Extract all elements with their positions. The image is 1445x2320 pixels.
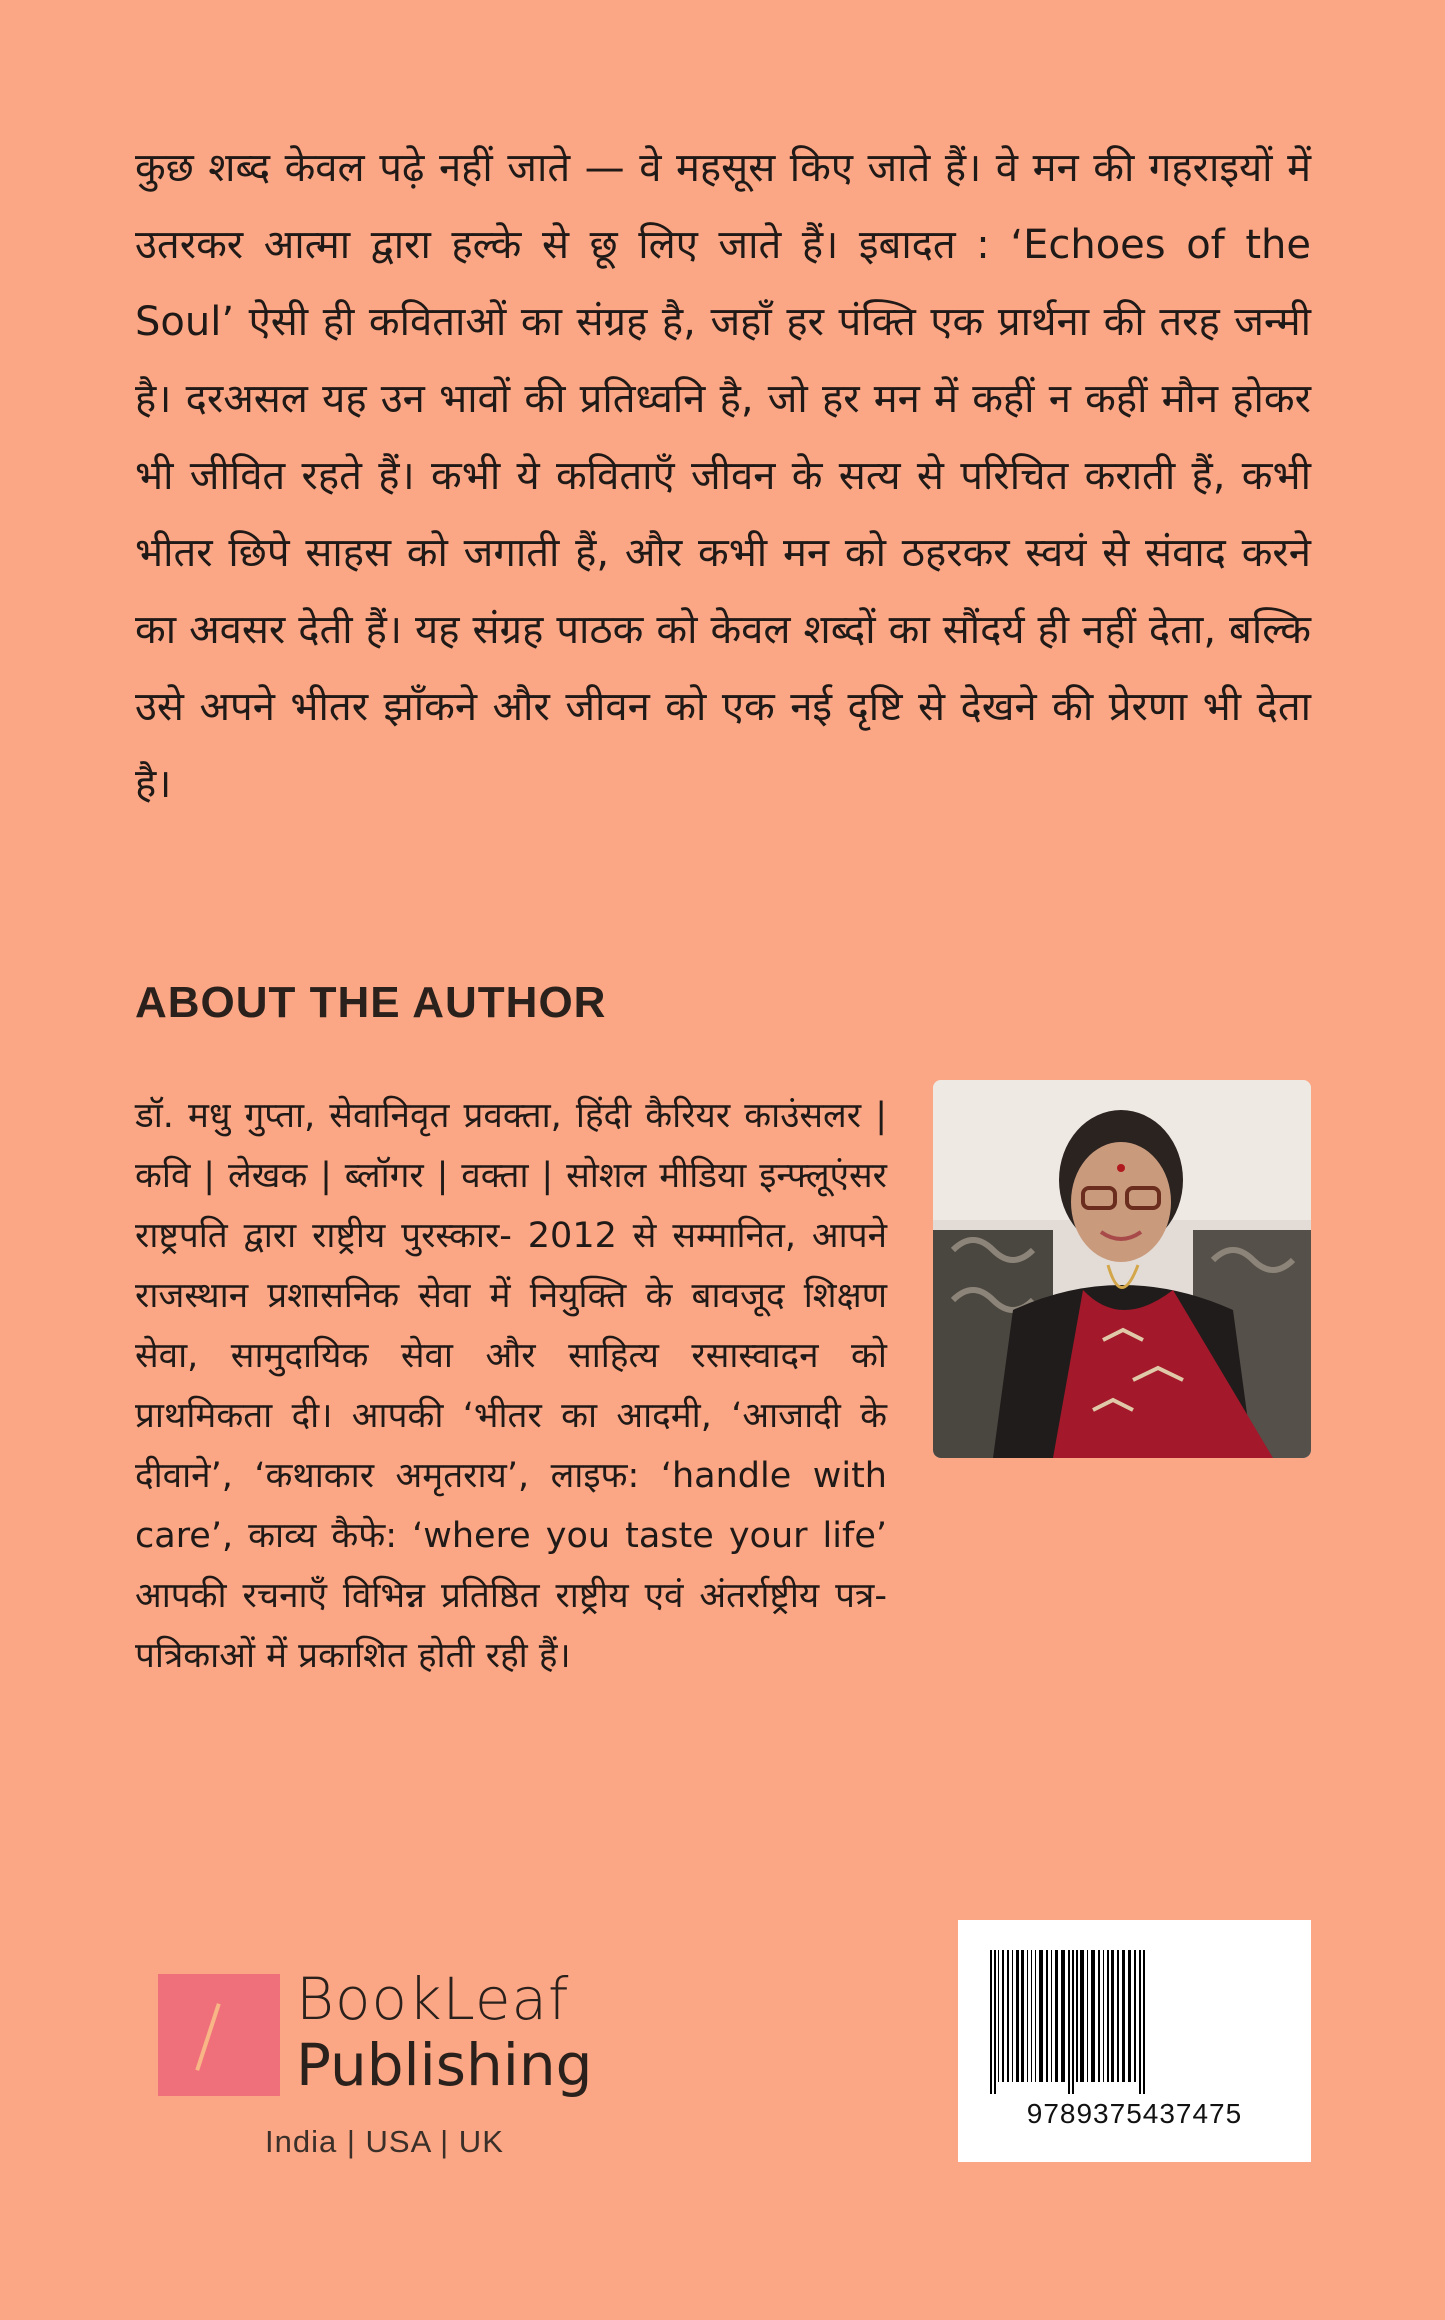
author-photo — [933, 1080, 1311, 1458]
back-cover-blurb: कुछ शब्द केवल पढ़े नहीं जाते — वे महसूस किए जाते हैं। वे मन की गहराइयों में उतरकर आत्मा द्वारा हल्के से छू लिए जाते हैं। इबादत : ‘Echoes of the Soul’ ऐसी ही कविताओं का संग्रह है, जहाँ हर पंक्ति एक प्रार्थना की तरह जन्मी है। दरअसल यह उन भावों की प्रतिध्वनि है, जो हर मन में कहीं न कहीं मौन होकर भी जीवित रहते हैं। कभी ये कविताएँ जीवन के सत्य से परिचित कराती हैं, कभी भीतर छिपे साहस को जगाती हैं, और कभी मन को ठहरकर स्वयं से संवाद करने का अवसर देती हैं। यह संग्रह पाठक को केवल शब्दों का सौंदर्य ही नहीं देता, बल्कि उसे अपने भीतर झाँकने और जीवन को एक नई दृष्टि से देखने की प्रेरणा भी देता है। — [135, 145, 1311, 807]
publisher-logo — [158, 1965, 608, 2100]
isbn-number: 9789375437475 — [1026, 2098, 1243, 2129]
logo-square-icon — [158, 1974, 280, 2096]
logo-slash-icon — [195, 2003, 220, 2071]
about-author-heading: ABOUT THE AUTHOR — [135, 978, 607, 1027]
barcode-bars-icon — [988, 1950, 1281, 2094]
isbn-barcode — [958, 1920, 1311, 2162]
publisher-name-line1: BookLeaf — [296, 1965, 570, 2033]
publisher-regions: India | USA | UK — [265, 2124, 504, 2159]
publisher-name-line2: Publishing — [296, 2031, 593, 2099]
author-bio: डॉ. मधु गुप्ता, सेवानिवृत प्रवक्ता, हिंदी कैरियर काउंसलर | कवि | लेखक | ब्लॉगर | वक्ता | सोशल मीडिया इन्फ्लूएंसर राष्ट्रपति द्वारा राष्ट्रीय पुरस्कार- 2012 से सम्मानित, आपने राजस्थान प्रशासनिक सेवा में नियुक्ति के बावजूद शिक्षण सेवा, सामुदायिक सेवा और साहित्य रसास्वादन को प्राथमिकता दी। आपकी ‘भीतर का आदमी, ‘आजादी के दीवाने’, ‘कथाकार अमृतराय’, लाइफ: ‘handle with care’, काव्य कैफे: ‘where you taste your life’ आपकी रचनाएँ विभिन्न प्रतिष्ठित राष्ट्रीय एवं अंतर्राष्ट्रीय पत्र- पत्रिकाओं में प्रकाशित होती रही हैं। — [135, 1096, 887, 1676]
